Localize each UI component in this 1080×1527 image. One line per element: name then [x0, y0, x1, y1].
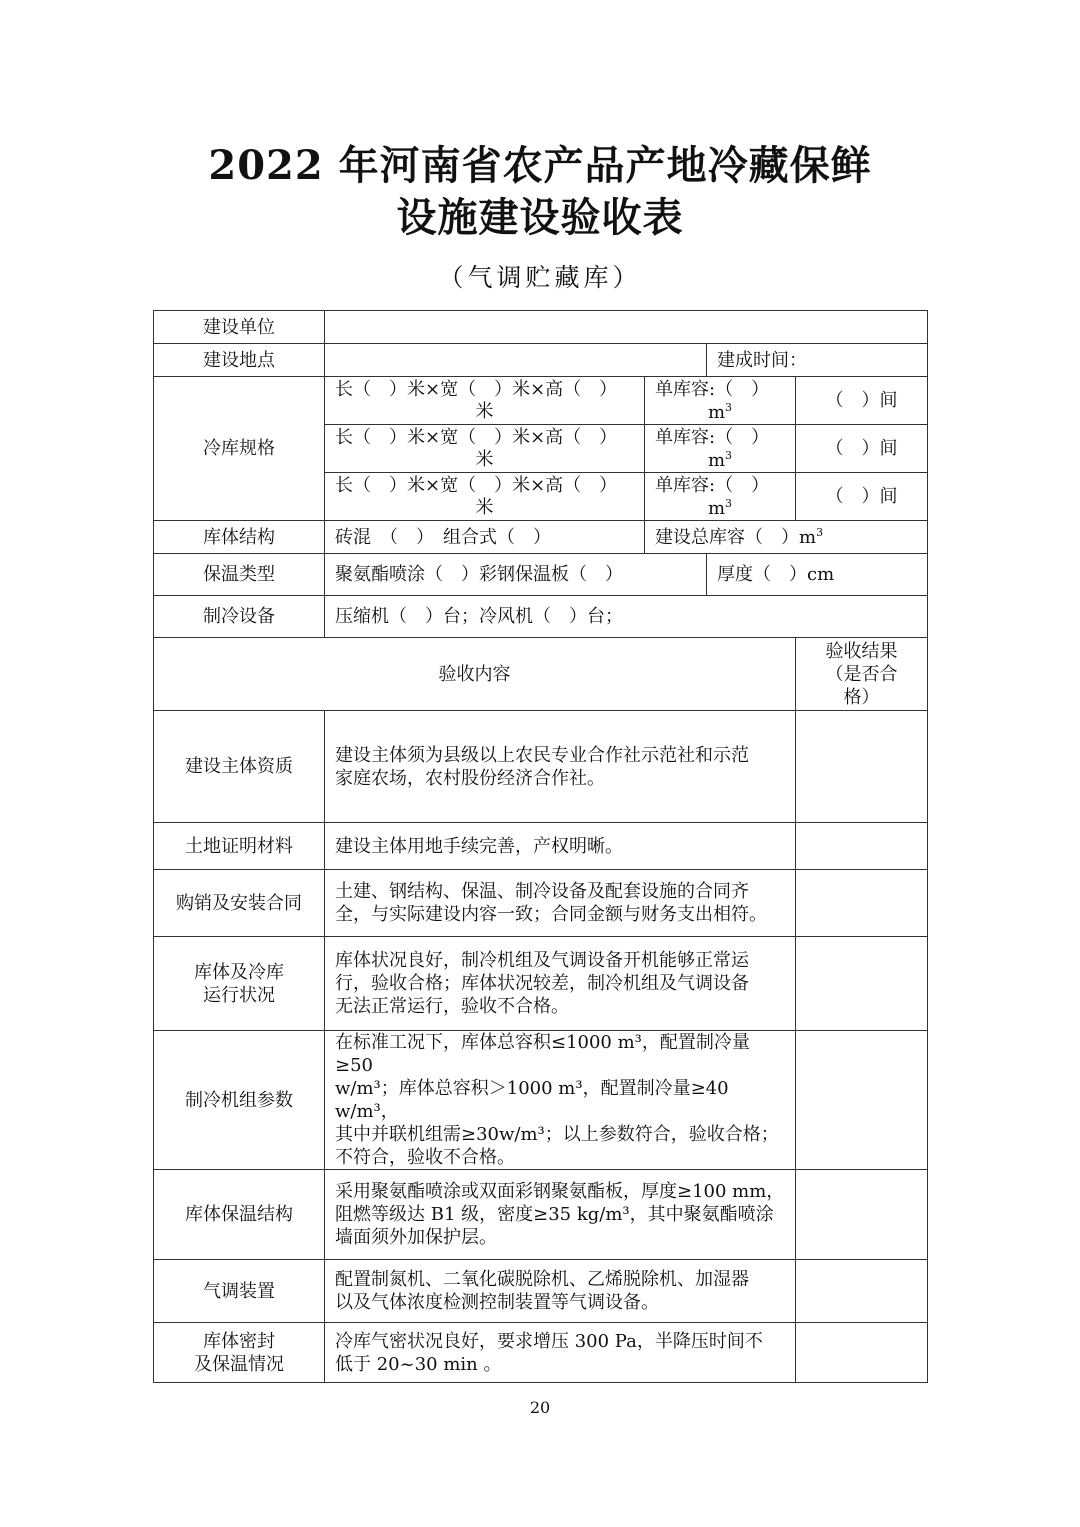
completion-time-label[interactable]: 建成时间： [707, 344, 928, 377]
acceptance-item-label [154, 823, 325, 870]
acceptance-label-line1: 土地证明材料 [185, 835, 293, 857]
row-insulation [154, 554, 928, 596]
acceptance-text-line: 家庭农场，农村股份经济合作社。 [335, 767, 605, 789]
acceptance-label-line2: 运行状况 [203, 984, 275, 1006]
acceptance-text-line: 不符合，验收不合格。 [335, 1147, 515, 1168]
acceptance-item-text [325, 823, 796, 870]
construction-site-label: 建设地点 [154, 344, 325, 377]
acceptance-text-line: 土建、钢结构、保温、制冷设备及配套设施的合同齐 [335, 881, 749, 902]
acceptance-item-text [325, 1170, 796, 1260]
acceptance-item-text [325, 937, 796, 1031]
acceptance-row [154, 1260, 928, 1323]
acceptance-label-line2: 及保温情况 [194, 1353, 284, 1375]
acceptance-text-line: 库体状况良好，制冷机组及气调设备开机能够正常运 [335, 950, 749, 971]
spec-dims-line1: 长（ ）米×宽（ ）米×高（ ） [335, 474, 618, 496]
spec-dimensions[interactable] [325, 425, 645, 473]
acceptance-content-header: 验收内容 [154, 638, 796, 711]
result-header-line2: （是否合 [825, 663, 898, 685]
spec-capacity-unit-sup: 3 [725, 400, 733, 414]
acceptance-item-label [154, 1170, 325, 1260]
acceptance-text-line: 建设主体须为县级以上农民专业合作社示范社和示范 [335, 744, 749, 766]
acceptance-result-cell[interactable] [796, 711, 928, 823]
acceptance-text-line: 低于 20~30 min 。 [335, 1353, 502, 1375]
spec-capacity-unit: m [707, 449, 726, 471]
acceptance-row [154, 870, 928, 937]
acceptance-text-line: 其中并联机组需≥30w/m³；以上参数符合，验收合格； [335, 1124, 779, 1145]
spec-rooms[interactable]: （ ）间 [796, 377, 928, 425]
insulation-options[interactable]: 聚氨酯喷涂（ ）彩钢保温板（ ） [325, 554, 707, 596]
acceptance-item-text [325, 1031, 796, 1170]
row-spec-1 [154, 377, 928, 425]
acceptance-text-line: 采用聚氨酯喷涂或双面彩钢聚氨酯板，厚度≥100 mm， [335, 1181, 785, 1202]
acceptance-item-label [154, 1031, 325, 1170]
result-header-line1: 验收结果 [825, 640, 898, 662]
spec-dims-line2: 米 [475, 448, 494, 470]
acceptance-text-line: 配置制氮机、二氧化碳脱除机、乙烯脱除机、加湿器 [335, 1269, 749, 1290]
row-construction-site [154, 344, 928, 377]
acceptance-text-line: 阻燃等级达 B1 级，密度≥35 kg/m³，其中聚氨酯喷涂 [335, 1204, 774, 1225]
total-capacity[interactable] [645, 521, 928, 554]
acceptance-item-text [325, 1260, 796, 1323]
construction-unit-value[interactable] [325, 311, 928, 344]
acceptance-result-cell[interactable] [796, 870, 928, 937]
total-capacity-text: 建设总库容（ ）m [655, 526, 817, 548]
row-equipment [154, 596, 928, 638]
acceptance-result-cell[interactable] [796, 1031, 928, 1170]
spec-dims-line2: 米 [475, 496, 494, 518]
acceptance-item-label [154, 1260, 325, 1323]
spec-capacity-unit-sup: 3 [725, 496, 733, 510]
acceptance-item-label [154, 937, 325, 1031]
acceptance-text-line: 无法正常运行，验收不合格。 [335, 996, 569, 1017]
structure-label: 库体结构 [154, 521, 325, 554]
row-acceptance-header [154, 638, 928, 711]
acceptance-result-cell[interactable] [796, 1260, 928, 1323]
spec-dims-line2: 米 [475, 400, 494, 422]
equipment-value[interactable]: 压缩机（ ）台；冷风机（ ）台； [325, 596, 928, 638]
row-construction-unit [154, 311, 928, 344]
structure-options[interactable]: 砖混 （ ） 组合式（ ） [325, 521, 645, 554]
page-number: 20 [529, 1398, 551, 1417]
acceptance-item-text [325, 711, 796, 823]
acceptance-label-line1: 制冷机组参数 [185, 1089, 293, 1111]
acceptance-item-label [154, 1323, 325, 1383]
acceptance-label-line1: 气调装置 [203, 1280, 275, 1302]
construction-unit-label: 建设单位 [154, 311, 325, 344]
page-title-line2: 设施建设验收表 [396, 194, 684, 241]
acceptance-row [154, 1170, 928, 1260]
spec-capacity-line1: 单库容:（ ） [655, 426, 770, 448]
acceptance-text-line: 冷库气密状况良好，要求增压 300 Pa，半降压时间不 [335, 1330, 763, 1352]
spec-capacity-line1: 单库容:（ ） [655, 474, 770, 496]
row-structure [154, 521, 928, 554]
acceptance-result-header [796, 638, 928, 711]
acceptance-row [154, 1031, 928, 1170]
acceptance-text-line: 全，与实际建设内容一致；合同金额与财务支出相符。 [335, 904, 767, 925]
acceptance-result-cell[interactable] [796, 1170, 928, 1260]
acceptance-text-line: 墙面须外加保护层。 [335, 1227, 497, 1248]
acceptance-item-text [325, 870, 796, 937]
acceptance-row [154, 711, 928, 823]
spec-capacity-unit-sup: 3 [725, 448, 733, 462]
acceptance-label-line1: 库体保温结构 [185, 1204, 293, 1225]
spec-dimensions[interactable] [325, 473, 645, 521]
cold-storage-spec-label: 冷库规格 [154, 377, 325, 521]
result-header-line3: 格） [843, 686, 880, 708]
insulation-thickness[interactable]: 厚度（ ）cm [707, 554, 928, 596]
spec-capacity-unit: m [707, 401, 726, 423]
acceptance-item-label [154, 870, 325, 937]
spec-rooms[interactable]: （ ）间 [796, 425, 928, 473]
acceptance-row [154, 1323, 928, 1383]
acceptance-text-line: 在标准工况下，库体总容积≤1000 m³，配置制冷量≥50 [335, 1032, 750, 1076]
acceptance-form-table [153, 310, 928, 1383]
acceptance-result-cell[interactable] [796, 823, 928, 870]
spec-capacity[interactable] [645, 425, 796, 473]
acceptance-result-cell[interactable] [796, 1323, 928, 1383]
acceptance-item-label [154, 711, 325, 823]
acceptance-label-line1: 建设主体资质 [185, 756, 293, 777]
equipment-label: 制冷设备 [154, 596, 325, 638]
page-title-line1: 2022 年河南省农产品产地冷藏保鲜 [208, 142, 872, 189]
acceptance-row [154, 937, 928, 1031]
acceptance-text-line: 行，验收合格；库体状况较差，制冷机组及气调设备 [335, 973, 749, 994]
acceptance-item-text [325, 1323, 796, 1383]
insulation-label: 保温类型 [154, 554, 325, 596]
acceptance-text-line: 建设主体用地手续完善，产权明晰。 [335, 835, 623, 857]
total-capacity-sup: 3 [816, 525, 824, 539]
construction-site-value[interactable] [325, 344, 707, 377]
spec-dims-line1: 长（ ）米×宽（ ）米×高（ ） [335, 426, 618, 448]
acceptance-row [154, 823, 928, 870]
spec-capacity[interactable] [645, 473, 796, 521]
spec-capacity[interactable] [645, 377, 796, 425]
acceptance-text-line: w/m³；库体总容积＞1000 m³，配置制冷量≥40 w/m³， [335, 1078, 729, 1122]
acceptance-text-line: 以及气体浓度检测控制装置等气调设备。 [335, 1292, 659, 1313]
spec-rooms[interactable]: （ ）间 [796, 473, 928, 521]
acceptance-label-line1: 购销及安装合同 [176, 892, 302, 914]
page-subtitle: （气调贮藏库） [438, 263, 642, 292]
spec-capacity-line1: 单库容:（ ） [655, 378, 770, 400]
acceptance-label-line1: 库体及冷库 [194, 961, 284, 983]
spec-dims-line1: 长（ ）米×宽（ ）米×高（ ） [335, 378, 618, 400]
acceptance-label-line1: 库体密封 [203, 1330, 275, 1352]
spec-dimensions[interactable] [325, 377, 645, 425]
spec-capacity-unit: m [707, 497, 726, 519]
acceptance-result-cell[interactable] [796, 937, 928, 1031]
